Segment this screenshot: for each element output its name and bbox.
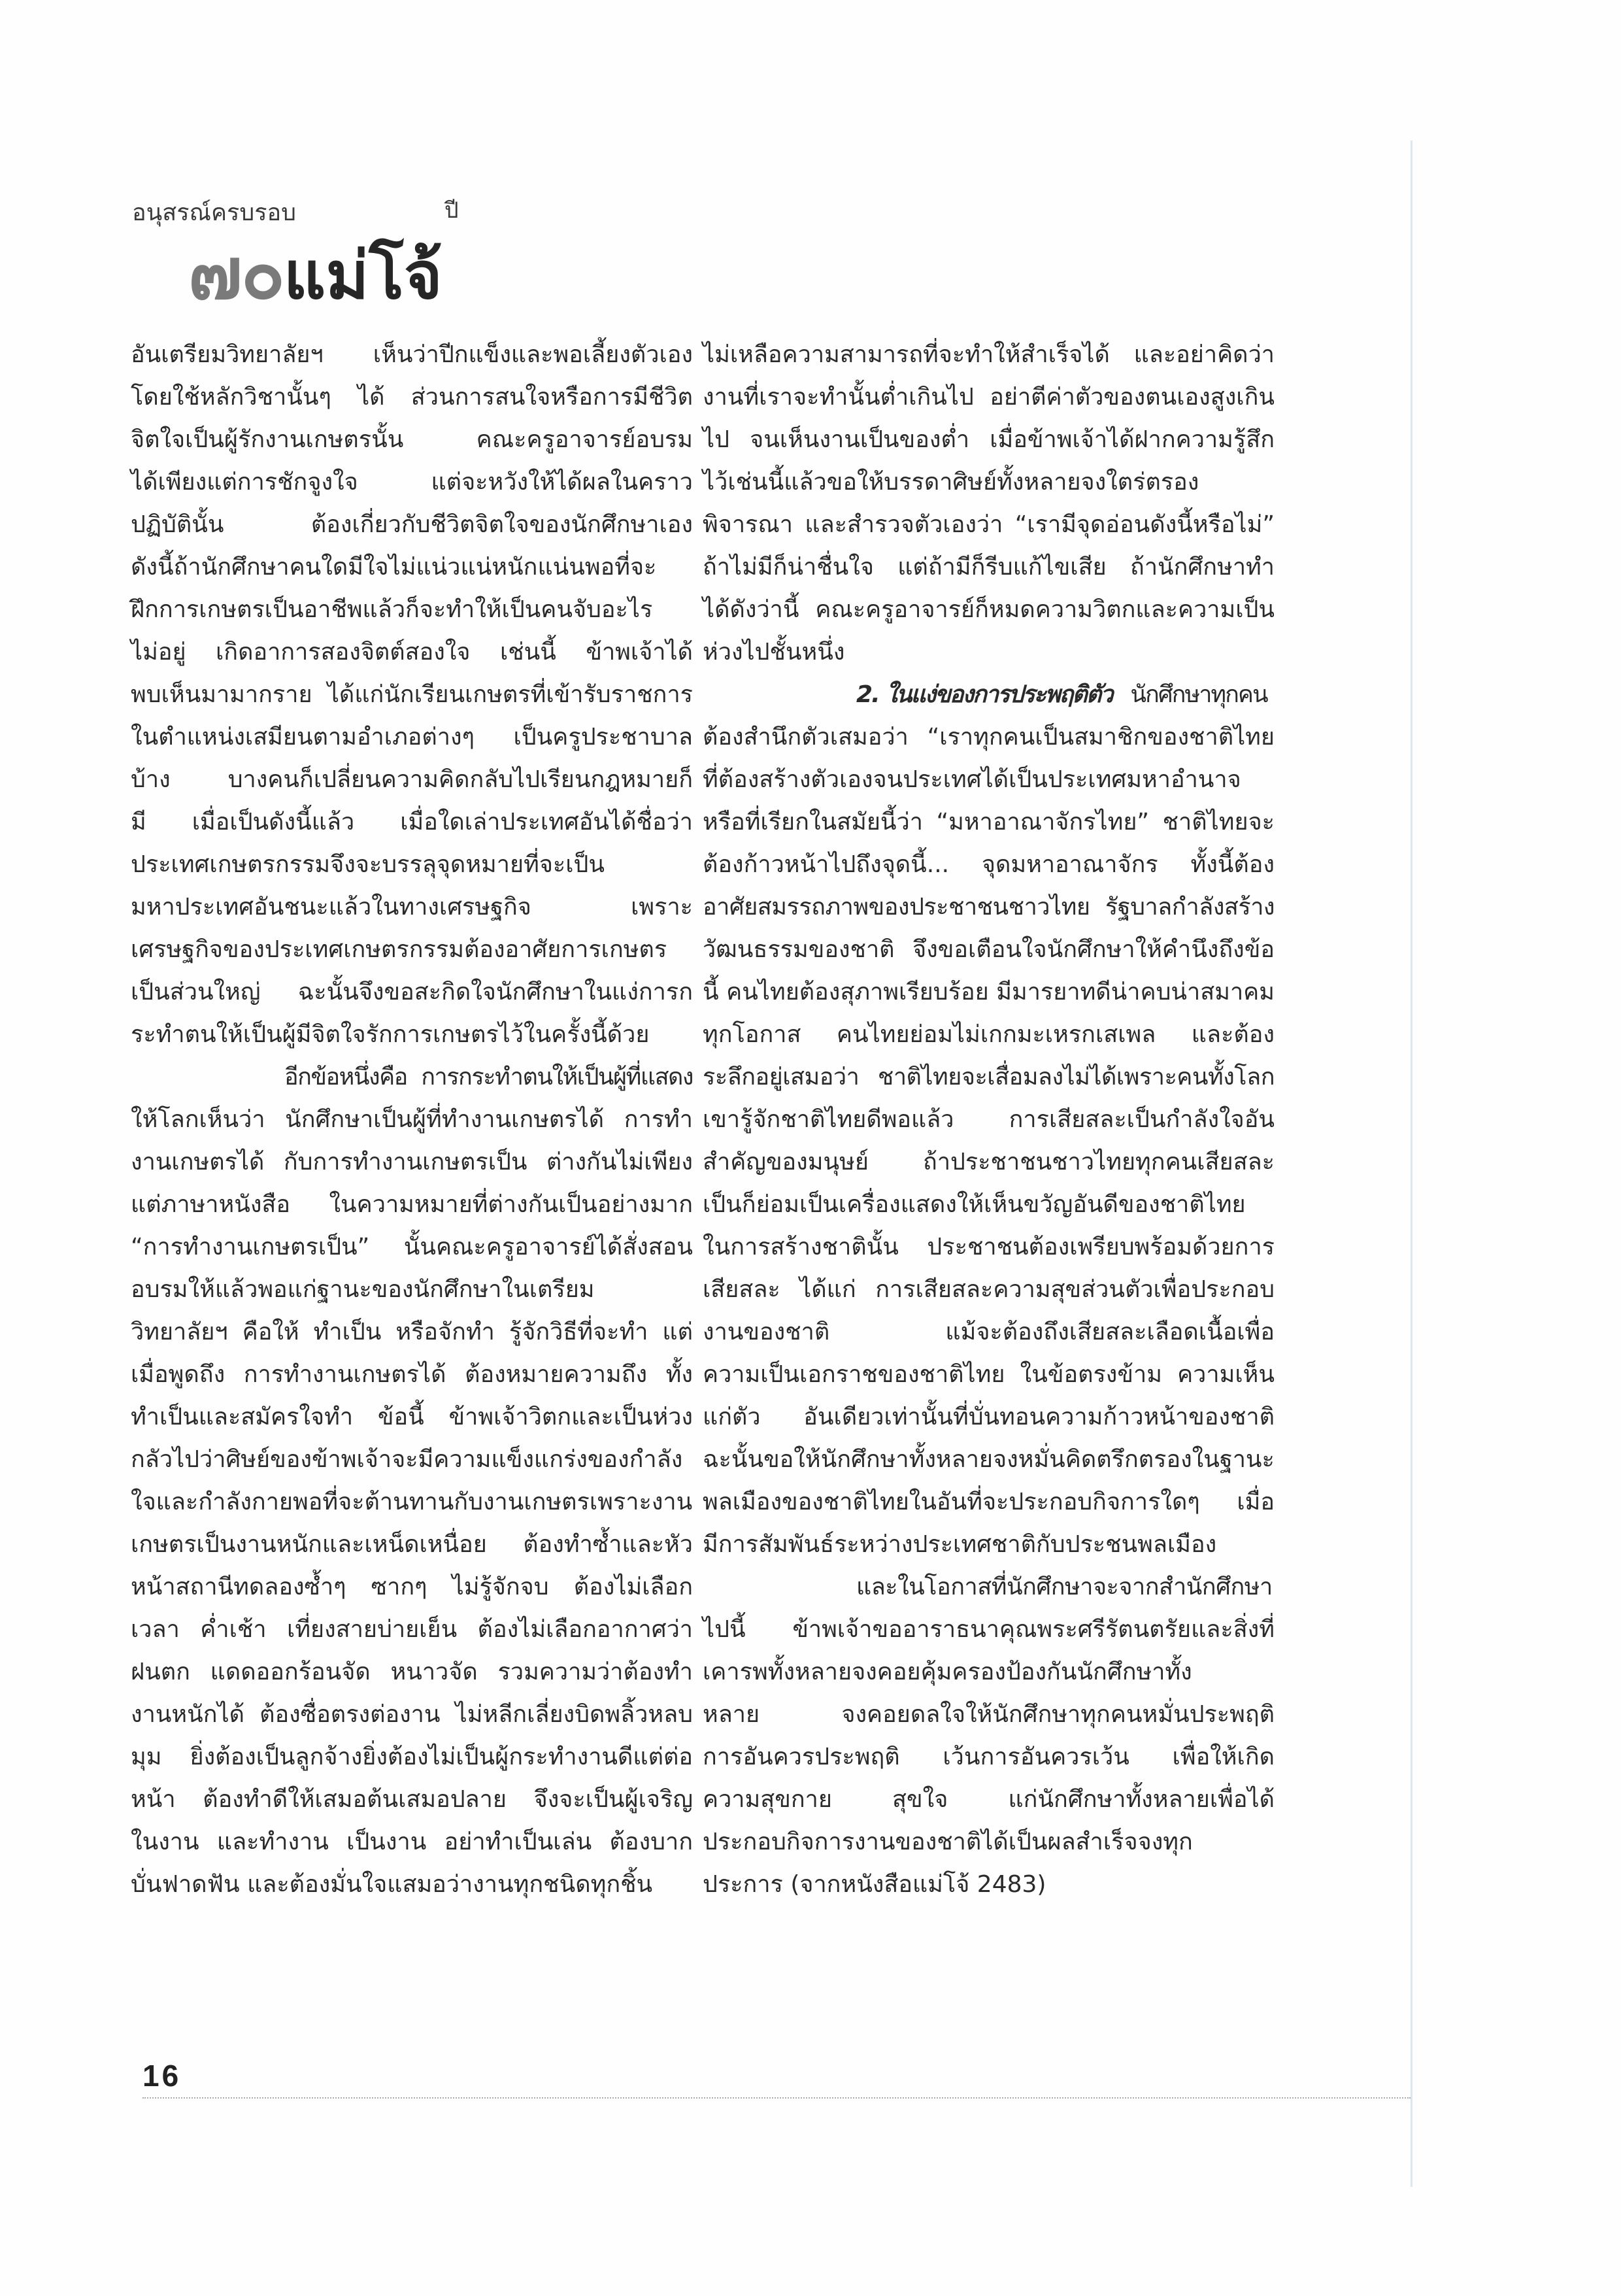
text-line: งานเกษตรได้ กับการทำงานเกษตรเป็น ต่างกันไม่เพียง <box>131 1149 693 1175</box>
text-line: มี เมื่อเป็นดังนี้แล้ว เมื่อใดเล่าประเทศอันได้ชื่อว่า <box>131 809 693 836</box>
header-subtitle: อนุสรณ์ครบรอบ <box>132 199 297 226</box>
text-line: หน้า ต้องทำดีให้เสมอต้นเสมอปลาย จึงจะเป็นผู้เจริญ <box>131 1786 693 1813</box>
text-line: ระทำตนให้เป็นผู้มีจิตใจรักการเกษตรไว้ในครั้งนี้ด้วย <box>131 1021 650 1048</box>
text-line: เกษตรเป็นงานหนักและเหน็ดเหนื่อย ต้องทำซ้ำและหัว <box>131 1531 693 1558</box>
text-line: อบรมให้แล้วพอแก่ฐานะของนักศึกษาในเตรียม <box>131 1276 595 1303</box>
text-line: เคารพทั้งหลายจงคอยคุ้มครองป้องกันนักศึกษาทั้ง <box>703 1659 1192 1685</box>
text-line: ไม่อยู่ เกิดอาการสองจิตต์สองใจ เช่นนี้ ข้าพเจ้าได้ <box>131 639 693 666</box>
text-line: ประเทศเกษตรกรรมจึงจะบรรลุจุดหมายที่จะเป็น <box>131 851 605 878</box>
text-line: ปฏิบัตินั้น ต้องเกี่ยวกับชีวิตจิตใจของนักศึกษาเอง <box>131 511 693 538</box>
text-line: ได้เพียงแต่การชักจูงใจ แต่จะหวังให้ได้ผลในคราว <box>131 469 693 496</box>
text-line: วิทยาลัยฯ คือให้ ทำเป็น หรือจักทำ รู้จักวิธีที่จะทำ แต่ <box>131 1319 693 1345</box>
text-line: ห่วงไปชั้นหนึ่ง <box>703 639 845 666</box>
text-line: ฉะนั้นขอให้นักศึกษาทั้งหลายจงหมั่นคิดตรึกตรองในฐานะ <box>703 1446 1275 1473</box>
text-line: ไม่เหลือความสามารถที่จะทำให้สำเร็จได้ และอย่าคิดว่า <box>703 341 1275 368</box>
text-line: อันเตรียมวิทยาลัยฯ เห็นว่าปีกแข็งและพอเลี้ยงตัวเอง <box>131 341 693 368</box>
text-line: ต้องสำนึกตัวเสมอว่า “เราทุกคนเป็นสมาชิกของชาติไทย <box>703 724 1275 751</box>
text-line: ทำเป็นและสมัครใจทำ ข้อนี้ ข้าพเจ้าวิตกและเป็นห่วง <box>131 1404 693 1430</box>
section-heading-line <box>703 673 1275 716</box>
text-line: มีการสัมพันธ์ระหว่างประเทศชาติกับประชนพลเมือง <box>703 1531 1217 1558</box>
section-heading: 2. ในแง่ของการประพฤติตัว <box>856 681 1112 708</box>
header-top-row <box>131 196 719 229</box>
text-line: การอันควรประพฤติ เว้นการอันควรเว้น เพื่อให้เกิด <box>703 1744 1275 1770</box>
text-line: ฝนตก แดดออกร้อนจัด หนาวจัด รวมความว่าต้องทำ <box>131 1659 693 1685</box>
text-line: ไป จนเห็นงานเป็นของต่ำ เมื่อข้าพเจ้าได้ฝากความรู้สึก <box>703 426 1275 453</box>
text-line: ความเป็นเอกราชของชาติไทย ในข้อตรงข้าม ความเห็น <box>703 1361 1275 1388</box>
footer-dotted-rule <box>142 2097 1411 2099</box>
text-line: พบเห็นมามากราย ได้แก่นักเรียนเกษตรที่เข้ารับราชการ <box>131 681 693 708</box>
text-line: เวลา ค่ำเช้า เที่ยงสายบ่ายเย็น ต้องไม่เลือกอากาศว่า <box>131 1616 693 1643</box>
text-line: ดังนี้ถ้านักศึกษาคนใดมีใจไม่แน่วแน่หนักแน่นพอที่จะ <box>131 554 657 581</box>
text-line: ที่ต้องสร้างตัวเองจนประเทศได้เป็นประเทศมหาอำนาจ <box>703 766 1241 793</box>
text-line: อีกข้อหนึ่งคือ การกระทำตนให้เป็นผู้ที่แสดง <box>284 1064 693 1090</box>
text-line: ไปนี้ ข้าพเจ้าขออาราธนาคุณพระศรีรัตนตรัยและสิ่งที่ <box>703 1616 1275 1643</box>
text-line: นี้ คนไทยต้องสุภาพเรียบร้อย มีมารยาทดีน่าคบน่าสมาคม <box>703 979 1275 1005</box>
text-line: เสียสละ ได้แก่ การเสียสละความสุขส่วนตัวเพื่อประกอบ <box>703 1276 1275 1303</box>
header-year-label: ปี <box>444 197 459 224</box>
page-edge-line <box>1411 141 1412 2187</box>
text-line: และในโอกาสที่นักศึกษาจะจากสำนักศึกษา <box>856 1574 1273 1600</box>
text-line: ถ้าไม่มีก็น่าชื่นใจ แต่ถ้ามีก็รีบแก้ไขเสีย ถ้านักศึกษาทำ <box>703 554 1275 581</box>
header-number: ๗๐ <box>188 231 284 315</box>
page-header <box>131 196 719 320</box>
text-line: หลาย จงคอยดลใจให้นักศึกษาทุกคนหมั่นประพฤติ <box>703 1701 1275 1728</box>
left-column <box>131 333 693 1906</box>
text-line: ความสุขกาย สุขใจ แก่นักศึกษาทั้งหลายเพื่อได้ <box>703 1786 1275 1813</box>
text-line: สำคัญของมนุษย์ ถ้าประชาชนชาวไทยทุกคนเสียสละ <box>703 1149 1275 1175</box>
text-line: วัฒนธรรมของชาติ จึงขอเตือนใจนักศึกษาให้คำนึงถึงข้อ <box>703 936 1275 963</box>
text-line: งานที่เราจะทำนั้นต่ำเกินไป อย่าตีค่าตัวของตนเองสูงเกิน <box>703 384 1275 411</box>
text-line: หน้าสถานีทดลองซ้ำๆ ซากๆ ไม่รู้จักจบ ต้องไม่เลือก <box>131 1574 693 1600</box>
text-line: ทุกโอกาส คนไทยย่อมไม่เกกมะเหรกเสเพล และต้อง <box>703 1021 1275 1048</box>
text-line: จิตใจเป็นผู้รักงานเกษตรนั้น คณะครูอาจารย์อบรม <box>131 426 693 453</box>
text-line: งานของชาติ แม้จะต้องถึงเสียสละเลือดเนื้อเพื่อ <box>703 1319 1275 1345</box>
text-line: งานหนักได้ ต้องซื่อตรงต่องาน ไม่หลีกเลี่ยงบิดพลิ้วหลบ <box>131 1701 693 1728</box>
text-line: มหาประเทศอันชนะแล้วในทางเศรษฐกิจ เพราะ <box>131 894 693 920</box>
text-line: มุม ยิ่งต้องเป็นลูกจ้างยิ่งต้องไม่เป็นผู้กระทำงานดีแต่ต่อ <box>131 1744 693 1770</box>
text-line: พลเมืองของชาติไทยในอันที่จะประกอบกิจการใดๆ เมื่อ <box>703 1489 1275 1515</box>
text-line: ให้โลกเห็นว่า นักศึกษาเป็นผู้ที่ทำงานเกษตรได้ การทำ <box>131 1106 693 1133</box>
text-line: เมื่อพูดถึง การทำงานเกษตรได้ ต้องหมายความถึง ทั้ง <box>131 1361 693 1388</box>
text-line: ในงาน และทำงาน เป็นงาน อย่าทำเป็นเล่น ต้องบาก <box>131 1829 693 1855</box>
text-line: บั่นฟาดฟัน และต้องมั่นใจแสมอว่างานทุกชนิดทุกชิ้น <box>131 1871 653 1898</box>
text-line: แก่ตัว อันเดียวเท่านั้นที่บั่นทอนความก้าวหน้าของชาติ <box>703 1404 1275 1430</box>
text-line: ได้ดังว่านี้ คณะครูอาจารย์ก็หมดความวิตกและความเป็น <box>703 596 1275 623</box>
text-line: อาศัยสมรรถภาพของประชาชนชาวไทย รัฐบาลกำลังสร้าง <box>703 894 1275 920</box>
header-title-block <box>188 231 443 315</box>
text-line: กลัวไปว่าศิษย์ของข้าพเจ้าจะมีความแข็งแกร่งของกำลัง <box>131 1446 683 1473</box>
text-line: หรือที่เรียกในสมัยนี้ว่า “มหาอาณาจักรไทย” ชาติไทยจะ <box>703 809 1275 836</box>
text-line: เศรษฐกิจของประเทศเกษตรกรรมต้องอาศัยการเกษตร <box>131 936 667 963</box>
text-line: ฝึกการเกษตรเป็นอาชีพแล้วก็จะทำให้เป็นคนจับอะไร <box>131 596 653 623</box>
text-line: ไว้เช่นนี้แล้วขอให้บรรดาศิษย์ทั้งหลายจงใตร่ตรอง <box>703 469 1199 496</box>
text-line: ระลึกอยู่เสมอว่า ชาติไทยจะเสื่อมลงไม่ได้เพราะคนทั้งโลก <box>703 1064 1275 1090</box>
text-line: พิจารณา และสำรวจตัวเองว่า “เรามีจุดอ่อนดังนี้หรือไม่” <box>703 511 1275 538</box>
text-line: ใจและกำลังกายพอที่จะต้านทานกับงานเกษตรเพราะงาน <box>131 1489 693 1515</box>
text-line: เป็นก็ย่อมเป็นเครื่องแสดงให้เห็นขวัญอันดีของชาติไทย <box>703 1191 1246 1218</box>
text-line: ในตำแหน่งเสมียนตามอำเภอต่างๆ เป็นครูประชาบาล <box>131 724 693 751</box>
text-line: ประการ (จากหนังสือแม่โจ้ 2483) <box>703 1871 1046 1898</box>
page-number: 16 <box>142 2059 182 2093</box>
text-line: เขารู้จักชาติไทยดีพอแล้ว การเสียสละเป็นกำลังใจอัน <box>703 1106 1275 1133</box>
text-line: บ้าง บางคนก็เปลี่ยนความคิดกลับไปเรียนกฎหมายก็ <box>131 766 693 793</box>
text-line: โดยใช้หลักวิชานั้นๆ ได้ ส่วนการสนใจหรือการมีชีวิต <box>131 384 693 411</box>
text-line: ประกอบกิจการงานของชาติได้เป็นผลสำเร็จจงทุก <box>703 1829 1193 1855</box>
text-line: “การทำงานเกษตรเป็น” นั้นคณะครูอาจารย์ได้สั่งสอน <box>131 1234 693 1260</box>
text-line: ในการสร้างชาตินั้น ประชาชนต้องเพรียบพร้อมด้วยการ <box>703 1234 1275 1260</box>
text-line: แต่ภาษาหนังสือ ในความหมายที่ต่างกันเป็นอย่างมาก <box>131 1191 693 1218</box>
right-column <box>703 333 1275 1906</box>
header-title: แม่โจ้ <box>283 237 443 314</box>
text-line: เป็นส่วนใหญ่ ฉะนั้นจึงขอสะกิดใจนักศึกษาในแง่การก <box>131 979 693 1005</box>
text-line: ต้องก้าวหน้าไปถึงจุดนี้... จุดมหาอาณาจักร ทั้งนี้ต้อง <box>703 851 1275 878</box>
heading-continuation: นักศึกษาทุกคน <box>1130 681 1267 708</box>
